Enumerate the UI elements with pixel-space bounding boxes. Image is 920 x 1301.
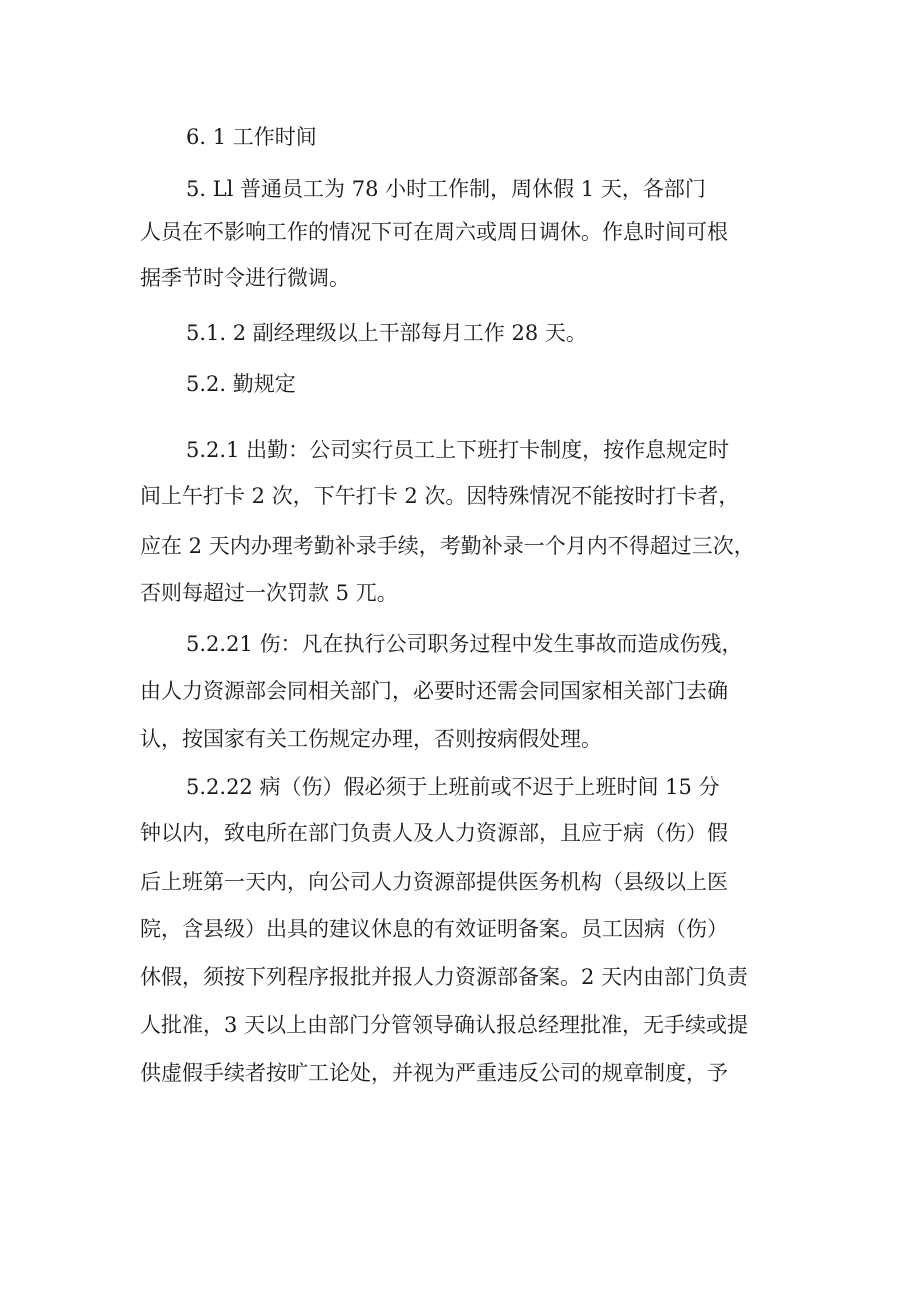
paragraph-line: 人员在不影响工作的情况下可在周六或周日调休。作息时间可根 bbox=[140, 220, 728, 244]
paragraph-line: 据季节时令进行微调。 bbox=[140, 266, 350, 290]
paragraph-line: 钟以内，致电所在部门负责人及人力资源部，且应于病（伤）假 bbox=[140, 821, 728, 845]
paragraph-line: 后上班第一天内，向公司人力资源部提供医务机构（县级以上医 bbox=[140, 870, 728, 894]
paragraph-line: 院，含县级）出具的建议休息的有效证明备案。员工因病（伤） bbox=[140, 917, 728, 941]
paragraph-line: 5.1. 2 副经理级以上干部每月工作 28 天。 bbox=[186, 321, 587, 345]
paragraph-line: 5. Ll 普通员工为 78 小时工作制，周休假 1 天，各部门 bbox=[186, 177, 706, 201]
paragraph-line: 休假，须按下列程序报批并报人力资源部备案。2 天内由部门负责 bbox=[140, 965, 749, 989]
paragraph-line: 应在 2 天内办理考勤补录手续，考勤补录一个月内不得超过三次， bbox=[140, 534, 755, 558]
paragraph-line: 间上午打卡 2 次，下午打卡 2 次。因特殊情况不能按时打卡者， bbox=[140, 484, 740, 508]
paragraph-line: 5.2.1 出勤：公司实行员工上下班打卡制度，按作息规定时 bbox=[186, 438, 730, 462]
section-heading-5-2: 5.2. 勤规定 bbox=[186, 372, 296, 396]
paragraph-line: 由人力资源部会同相关部门，必要时还需会同国家相关部门去确 bbox=[140, 679, 728, 703]
paragraph-line: 5.2.21 伤：凡在执行公司职务过程中发生事故而造成伤残， bbox=[186, 632, 743, 656]
section-heading-6-1: 6. 1 工作时间 bbox=[186, 125, 317, 149]
paragraph-line: 认，按国家有关工伤规定办理，否则按病假处理。 bbox=[140, 727, 602, 751]
paragraph-line: 5.2.22 病（伤）假必须于上班前或不迟于上班时间 15 分 bbox=[186, 775, 720, 799]
paragraph-line: 否则每超过一次罚款 5 兀。 bbox=[140, 581, 398, 605]
paragraph-line: 供虚假手续者按旷工论处，并视为严重违反公司的规章制度，予 bbox=[140, 1061, 728, 1085]
paragraph-line: 人批准，3 天以上由部门分管领导确认报总经理批准，无手续或提 bbox=[140, 1013, 749, 1037]
